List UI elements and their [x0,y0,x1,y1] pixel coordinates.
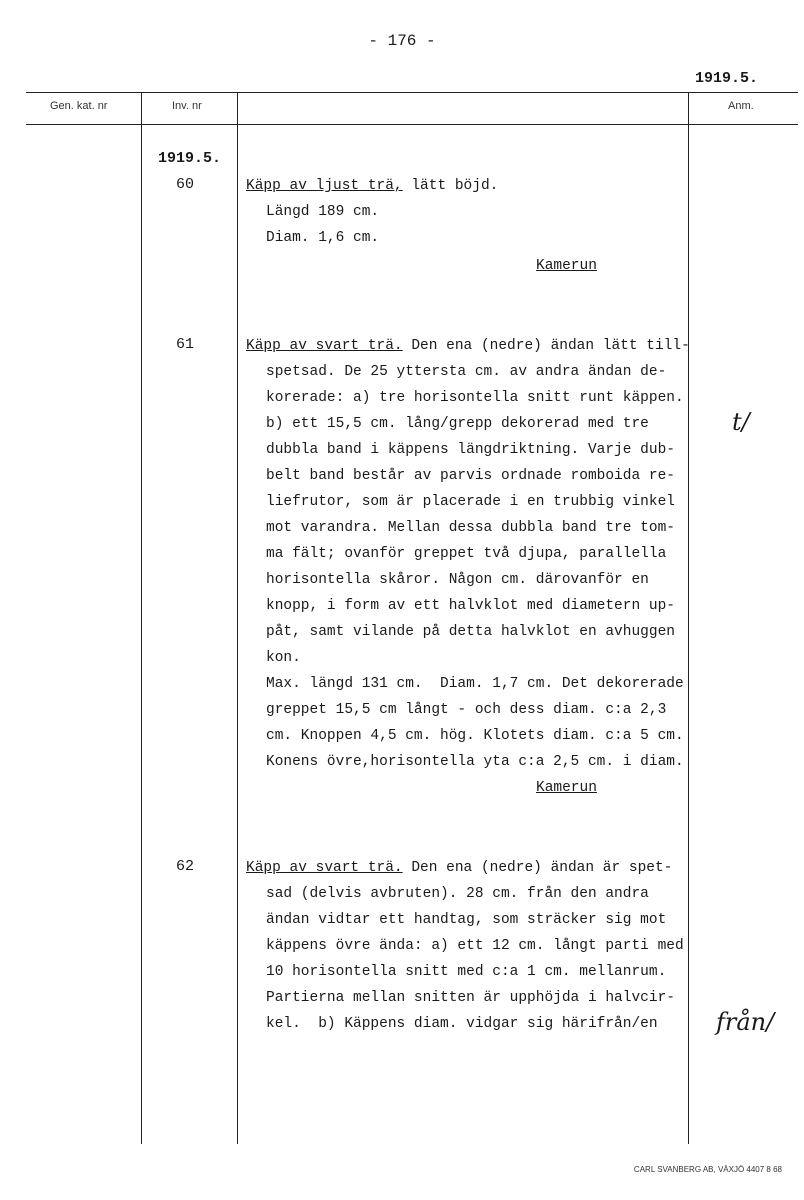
entry-title: Käpp av svart trä. [246,860,403,876]
entry-line: Konens övre,horisontella yta c:a 2,5 cm. i diam. [266,754,684,770]
page-number: - 176 - [368,32,436,50]
entry-title-rest: Den ena (nedre) ändan är spet- [402,860,673,876]
entry-line: Diam. 1,6 cm. [266,230,380,246]
entry-line: kon. [266,650,301,666]
inventory-number: 61 [176,336,195,353]
top-reference: 1919.5. [694,70,758,87]
entry-line: ma fält; ovanför greppet två djupa, parallella [266,546,667,562]
handwritten-margin-note: t/ [732,408,750,436]
entry-place: Kamerun [536,258,597,274]
entry-line: 10 horisontella snitt med c:a 1 cm. mellanrum. [266,964,667,980]
entry-line: mot varandra. Mellan dessa dubbla band tre tom- [266,520,675,536]
entry-text [246,855,684,1037]
entry-line: korerade: a) tre horisontella snitt runt käppen. [266,390,684,406]
entry-line: Max. längd 131 cm. Diam. 1,7 cm. Det dekorerade [266,676,684,692]
entry-line: käppens övre ända: a) ett 12 cm. långt parti med [266,938,684,954]
entry-title-rest: Den ena (nedre) ändan lätt till- [402,338,690,354]
entry-title: Käpp av ljust trä, [246,178,403,194]
handwritten-margin-note: från/ [716,1008,775,1036]
entry-line: spetsad. De 25 yttersta cm. av andra ändan de- [266,364,667,380]
entry-line: greppet 15,5 cm långt - och dess diam. c:a 2,3 [266,702,667,718]
year-tag: 1919.5. [158,150,222,167]
entry-line: Partierna mellan snitten är upphöjda i halvcir- [266,990,675,1006]
entry-line: Längd 189 cm. [266,204,380,220]
column-header-inv-nr: Inv. nr [172,100,202,112]
entry-line: påt, samt vilande på detta halvklot en avhuggen [266,624,675,640]
column-header-anm: Anm. [728,100,754,112]
entry-text [246,173,498,251]
entry-line: b) ett 15,5 cm. lång/grepp dekorerad med tre [266,416,649,432]
col-divider-2 [237,92,238,1144]
entry-line: dubbla band i käppens längdriktning. Varje dub- [266,442,675,458]
entry-line: belt band består av parvis ordnade romboida re- [266,468,675,484]
entry-line: liefrutor, som är placerade i en trubbig vinkel [266,494,675,510]
entry-line: cm. Knoppen 4,5 cm. hög. Klotets diam. c:a 5 cm. [266,728,684,744]
entry-line: knopp, i form av ett halvklot med diametern up- [266,598,675,614]
inventory-number: 60 [176,176,195,193]
entry-line: horisontella skåror. Någon cm. därovanför en [266,572,649,588]
entry-line: ändan vidtar ett handtag, som sträcker sig mot [266,912,667,928]
column-header-gen-kat-nr: Gen. kat. nr [50,100,108,112]
printer-imprint: CARL SVANBERG AB, VÄXJÖ 4407 8 68 [633,1165,782,1174]
entry-title: Käpp av svart trä. [246,338,403,354]
entry-text [246,333,690,775]
entry-line: kel. b) Käppens diam. vidgar sig härifrån/en [266,1016,658,1032]
inventory-number: 62 [176,858,195,875]
col-divider-1 [141,92,142,1144]
entry-place: Kamerun [536,780,597,796]
entry-line: sad (delvis avbruten). 28 cm. från den andra [266,886,649,902]
entry-title-rest: lätt böjd. [402,178,499,194]
